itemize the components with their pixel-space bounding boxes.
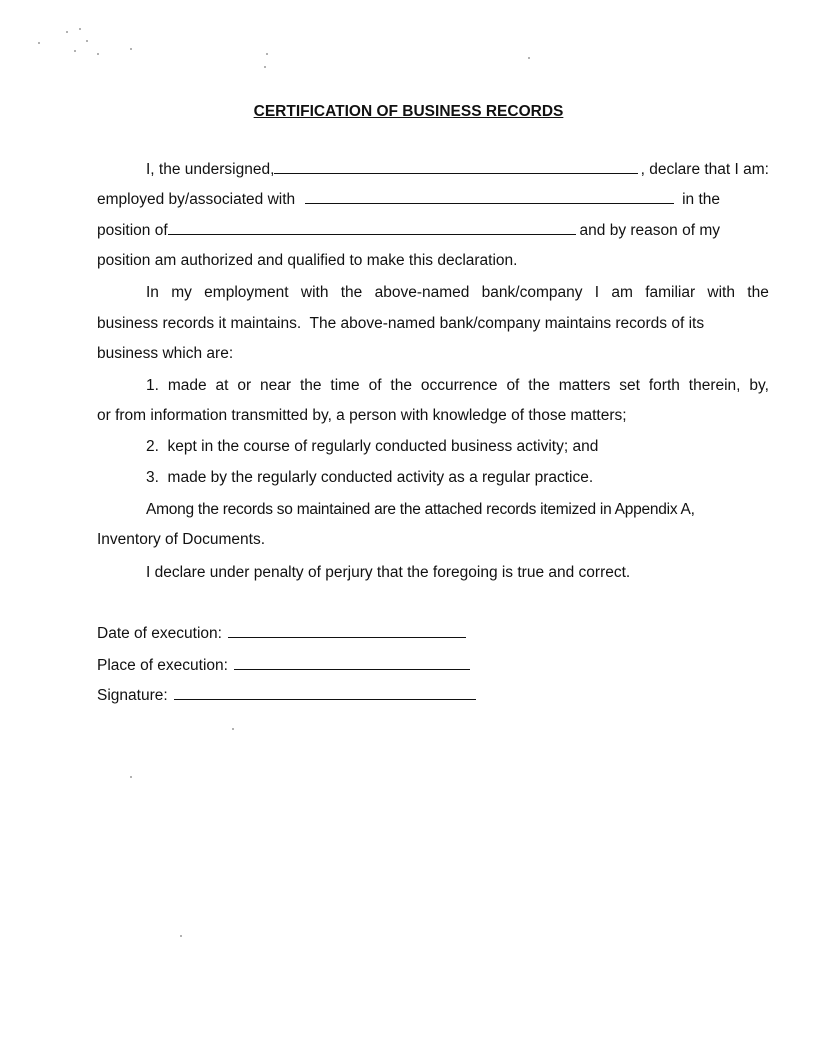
word: near <box>260 377 292 394</box>
word: at <box>215 377 229 394</box>
word: forth <box>648 377 680 394</box>
item-2: 2. kept in the course of regularly conducted business activity; and <box>146 438 599 455</box>
word: the <box>747 284 769 301</box>
place-field[interactable] <box>234 654 470 670</box>
position-field[interactable] <box>168 219 576 235</box>
word: by, <box>749 377 769 394</box>
signature-field[interactable] <box>174 684 476 700</box>
word: of <box>506 377 520 394</box>
records-para-line-2: Inventory of Documents. <box>97 531 265 548</box>
declare-text: , declare that I am: <box>640 161 769 178</box>
employment-para-line-2: business records it maintains. The above-named bank/company maintains records of its <box>97 315 705 332</box>
undersigned-name-field[interactable] <box>274 158 637 174</box>
authorization-text: position am authorized and qualified to make this declaration. <box>97 252 518 269</box>
employer-suffix: in the <box>682 191 720 208</box>
position-line <box>97 219 720 241</box>
word: or <box>237 377 252 394</box>
item-1-line-2: or from information transmitted by, a person with knowledge of those matters; <box>97 407 627 424</box>
word: employment <box>204 284 289 301</box>
word: set <box>619 377 640 394</box>
date-of-execution-row <box>97 622 720 644</box>
position-label: position of <box>97 222 168 239</box>
undersigned-label: I, the undersigned, <box>146 161 275 178</box>
word: familiar <box>645 284 696 301</box>
word: with <box>300 284 329 301</box>
word: the <box>390 377 412 394</box>
word: of <box>368 377 382 394</box>
signature-label: Signature: <box>97 687 168 704</box>
signature-row <box>97 684 720 706</box>
item-3: 3. made by the regularly conducted activity as a regular practice. <box>146 469 594 486</box>
perjury-declaration: I declare under penalty of perjury that the foregoing is true and correct. <box>146 564 631 581</box>
place-label: Place of execution: <box>97 657 228 674</box>
word: 1. <box>146 377 159 394</box>
word: the <box>299 377 322 394</box>
date-field[interactable] <box>228 622 466 638</box>
word: matters <box>558 377 611 394</box>
word: with <box>707 284 735 301</box>
position-suffix: and by reason of my <box>579 222 720 239</box>
word: above-named <box>374 284 470 301</box>
employment-para-line-1 <box>97 282 769 304</box>
word: am <box>611 284 633 301</box>
word: my <box>171 284 192 301</box>
word: therein, <box>688 377 741 394</box>
undersigned-line <box>97 158 769 180</box>
word: made <box>167 377 207 394</box>
word: bank/company <box>481 284 583 301</box>
word: the <box>340 284 363 301</box>
item-1-line-1 <box>97 375 769 397</box>
word: occurrence <box>420 377 498 394</box>
employer-label: employed by/associated with <box>97 191 296 208</box>
place-of-execution-row <box>97 654 720 676</box>
employer-line <box>97 188 720 210</box>
document-title: CERTIFICATION OF BUSINESS RECORDS <box>253 103 564 120</box>
employer-field[interactable] <box>305 188 674 204</box>
date-label: Date of execution: <box>97 625 222 642</box>
records-para-line-1: Among the records so maintained are the attached records itemized in Appendix A, <box>146 501 695 518</box>
word: the <box>528 377 550 394</box>
word: In <box>146 284 159 301</box>
word: I <box>594 284 600 301</box>
word: time <box>330 377 360 394</box>
employment-para-line-3: business which are: <box>97 345 234 362</box>
